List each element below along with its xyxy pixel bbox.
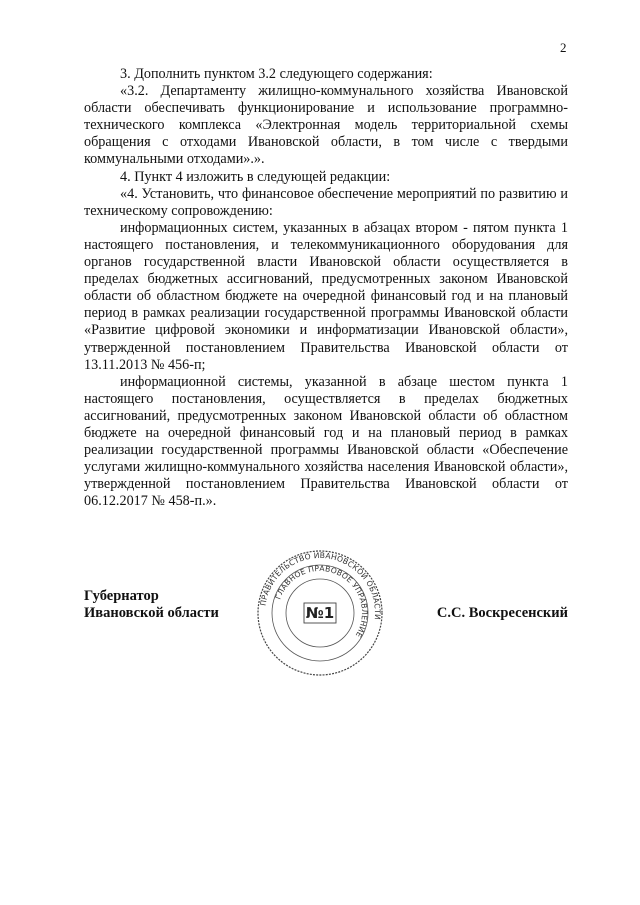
paragraph-information-system: информационной системы, указанной в абзаце шестом пункта 1 настоящего постановления, осуществляется в пределах бюджетных ассигнований, предусмотренных законом Ивановской области об областном бюджете на очередной финансовый год и на плановый период в рамках реализации государственной программы Ивановской области «Обеспечение услугами жилищно-коммунального хозяйства населения Ивановской области», утвержденной постановлением Правительства Ивановской области от 06.12.2017 № 458-п.».	[84, 373, 568, 510]
paragraph-3-2-text: «3.2. Департаменту жилищно-коммунального хозяйства Ивановской области обеспечивать функционирование и использование программно-технического комплекса «Электронная модель территориальной схемы обращения с отходами Ивановской области, в том числе с твердыми коммунальными отходами».».	[84, 83, 568, 168]
signature-position-line2: Ивановской области	[84, 605, 219, 621]
signature-name: С.С. Воскресенский	[436, 605, 568, 621]
paragraph-4-intro: 4. Пункт 4 изложить в следующей редакции:	[120, 168, 391, 185]
paragraph-3-intro: 3. Дополнить пунктом 3.2 следующего содержания:	[120, 66, 433, 82]
official-stamp	[255, 548, 385, 678]
stamp-seal	[255, 548, 385, 678]
stamp-inner-text: ГЛАВНОЕ ПРАВОВОЕ УПРАВЛЕНИЕ	[273, 563, 370, 640]
page-number: 2	[560, 40, 567, 55]
paragraph-information-systems: информационных систем, указанных в абзацах втором - пятом пункта 1 настоящего постановления, и телекоммуникационного оборудования для органов государственной власти Ивановской области осуществляется в пределах бюджетных ассигнований, предусмотренных законом Ивановской области об областном бюджете на очередной финансовый год и на плановый период в рамках реализации государственной программы Ивановской области «Развитие цифровой экономики и информатизации Ивановской области», утвержденной постановлением Правительства Ивановской области от 13.11.2013 № 456-п;	[84, 219, 568, 373]
signature-position	[84, 588, 219, 622]
stamp-number: №1	[305, 604, 335, 622]
signature-position-line1: Губернатор	[84, 588, 159, 604]
document-body	[84, 66, 568, 510]
paragraph-4-text: «4. Установить, что финансовое обеспечение мероприятий по развитию и техническому сопровождению:	[84, 185, 568, 219]
stamp-outer-text: ПРАВИТЕЛЬСТВО ИВАНОВСКОЙ ОБЛАСТИ	[258, 550, 383, 621]
